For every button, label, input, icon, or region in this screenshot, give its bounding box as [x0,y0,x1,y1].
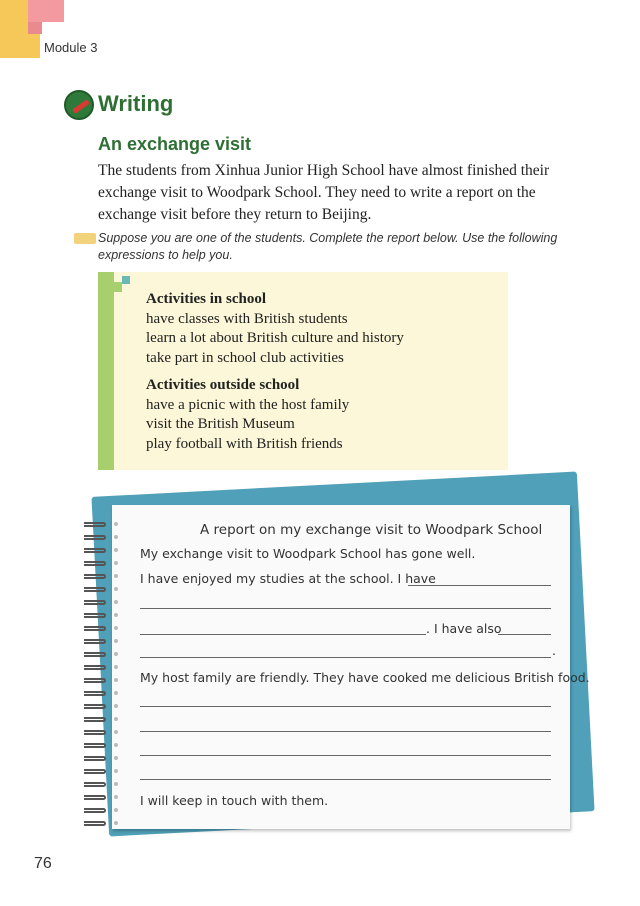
report-line-1: My exchange visit to Woodpark School has gone well. [140,546,476,561]
period-mark: . [552,643,556,658]
corner-decoration-pink-small [28,22,42,34]
section-title: Writing [98,91,174,116]
blank-line[interactable] [408,585,551,586]
list-item: visit the British Museum [146,416,295,432]
report-line-2: I have enjoyed my studies at the school. I have [140,571,436,586]
spiral-ring [84,804,124,817]
writing-pen-icon [64,90,94,120]
blank-line[interactable] [140,731,551,732]
list-item: learn a lot about British culture and history [146,330,404,346]
module-label: Module 3 [44,40,98,55]
spiral-ring [84,518,124,531]
blank-line[interactable] [140,657,551,658]
section-subtitle: An exchange visit [98,134,252,154]
expressions-box [98,272,508,470]
blank-line[interactable] [140,706,551,707]
spiral-ring [84,531,124,544]
spiral-ring [84,674,124,687]
in-school-heading: Activities in school [146,291,266,307]
spiral-ring [84,817,124,830]
spiral-ring [84,765,124,778]
spiral-ring [84,570,124,583]
spiral-ring [84,726,124,739]
spiral-ring [84,778,124,791]
spiral-ring [84,752,124,765]
report-closing: I will keep in touch with them. [140,793,329,808]
notebook-spiral [84,518,124,838]
spiral-ring [84,622,124,635]
spiral-ring [84,700,124,713]
spiral-ring [84,583,124,596]
spiral-ring [84,739,124,752]
spiral-ring [84,713,124,726]
list-item: have a picnic with the host family [146,396,350,413]
blank-line[interactable] [140,779,551,780]
blank-line[interactable] [140,634,426,635]
spiral-ring [84,609,124,622]
list-item: play football with British friends [146,435,343,452]
outside-school-heading: Activities outside school [146,377,300,393]
box-side-bar [98,272,114,470]
spiral-ring [84,661,124,674]
report-line-3-end: . I have also [426,621,502,636]
spiral-ring [84,635,124,648]
spiral-ring [84,544,124,557]
blank-line[interactable] [140,608,551,609]
blank-line[interactable] [498,634,551,635]
list-item: take part in school club activities [146,349,344,366]
box-square-decoration [112,282,122,292]
report-title: A report on my exchange visit to Woodpark School [200,522,543,538]
spiral-ring [84,687,124,700]
page-number: 76 [34,855,52,872]
spiral-ring [84,648,124,661]
instruction-marker-icon [74,233,96,244]
instructions: Suppose you are one of the students. Complete the report below. Use the following expressions to help you. [98,231,558,262]
corner-decoration-pink [28,0,64,22]
blank-line[interactable] [140,755,551,756]
spiral-ring [84,557,124,570]
spiral-ring [84,791,124,804]
report-line-4: My host family are friendly. They have cooked me delicious British food. [140,670,590,685]
intro-paragraph: The students from Xinhua Junior High School have almost finished their exchange visit to Woodpark School. They need to write a report on the exchange visit before they return to Beijing. [98,162,550,223]
box-square-decoration-teal [122,276,130,284]
spiral-ring [84,596,124,609]
list-item: have classes with British students [146,310,348,327]
